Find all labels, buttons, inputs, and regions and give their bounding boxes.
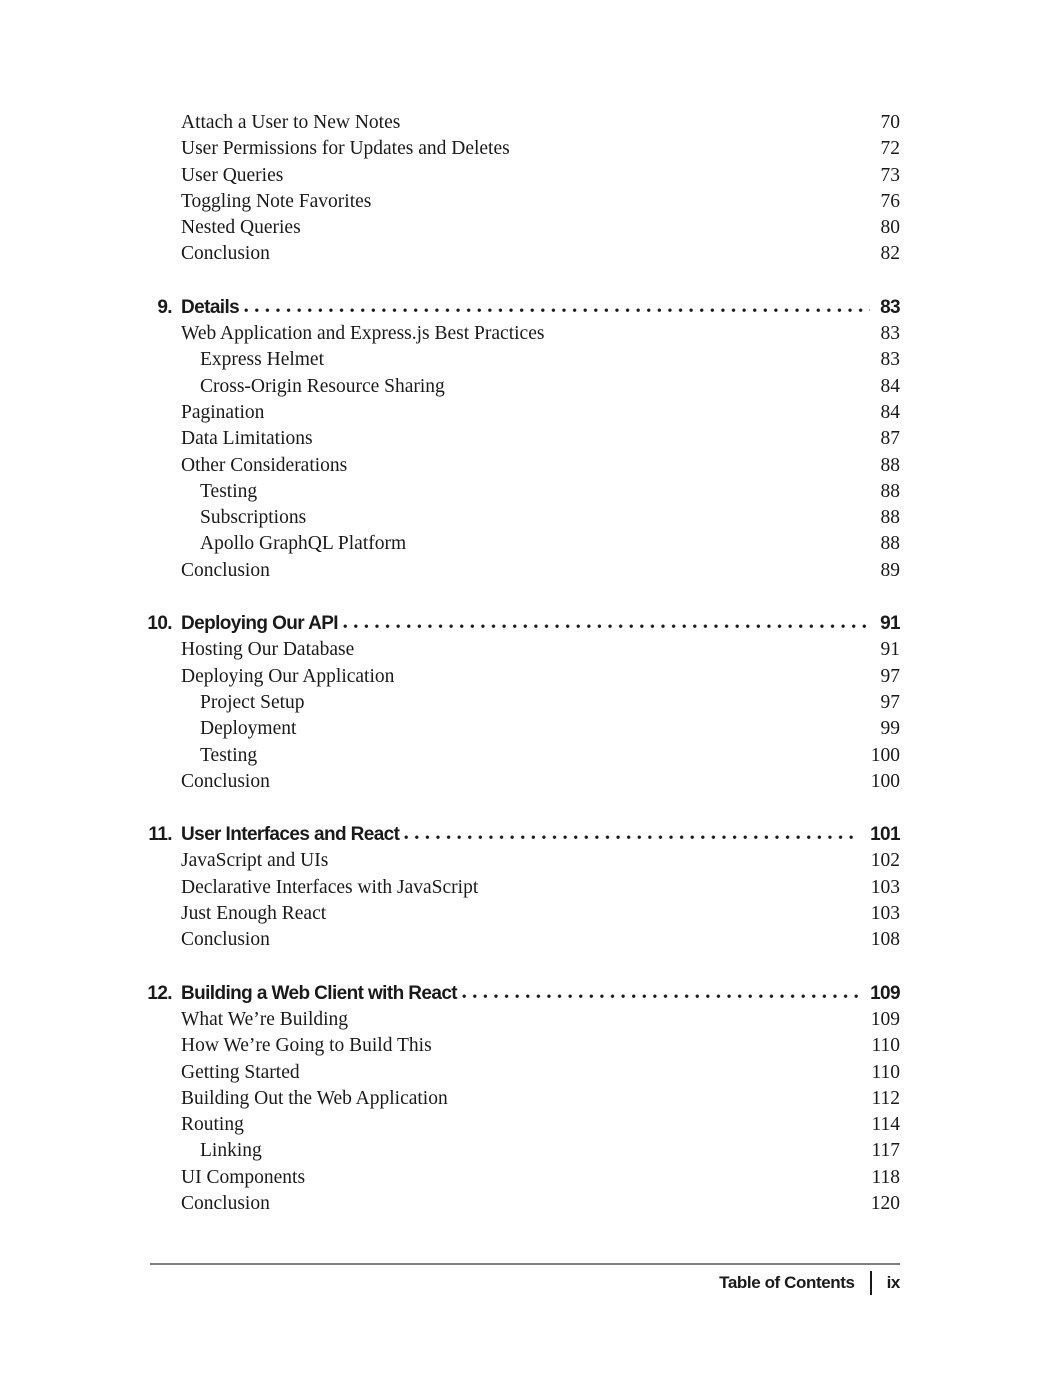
entry-page-number: 88: [880, 507, 900, 529]
toc-entry: [143, 743, 900, 769]
chapter-number: 12.: [147, 982, 172, 1004]
entry-title: Testing: [200, 744, 258, 766]
toc-entry: [143, 1007, 900, 1033]
chapter-number: 11.: [148, 824, 172, 846]
entry-page-number: 100: [870, 744, 900, 766]
toc-entry: [143, 241, 900, 267]
entry-title: Web Application and Express.js Best Practices: [181, 323, 545, 345]
toc-entry: [143, 347, 900, 373]
entry-title: Subscriptions: [200, 507, 307, 529]
entry-page-number: 99: [880, 718, 900, 740]
toc-chapter-heading: [143, 295, 900, 321]
dot-leader: [401, 839, 870, 840]
entry-page-number: 103: [870, 876, 900, 898]
chapter-title: Deploying Our API: [181, 613, 338, 635]
toc-entry: [143, 1086, 900, 1112]
entry-page-number: 88: [880, 480, 900, 502]
entry-title: Project Setup: [200, 691, 305, 713]
toc-entry: [143, 479, 900, 505]
entry-title: Deploying Our Application: [181, 665, 395, 687]
toc-entry: [143, 426, 900, 452]
entry-title: Conclusion: [181, 770, 270, 792]
entry-title: Just Enough React: [181, 903, 327, 925]
chapter-number: 10.: [147, 613, 172, 635]
chapter-title: Building a Web Client with React: [181, 982, 458, 1004]
entry-title: Building Out the Web Application: [181, 1087, 448, 1109]
toc-entry: [143, 374, 900, 400]
toc-entry: [143, 1138, 900, 1164]
chapter-page-number: 109: [870, 982, 900, 1004]
toc-entry: [143, 1112, 900, 1138]
entry-title: Toggling Note Favorites: [181, 190, 372, 212]
entry-page-number: 70: [880, 112, 900, 133]
entry-title: Conclusion: [181, 929, 270, 951]
entry-page-number: 80: [880, 217, 900, 239]
entry-page-number: 100: [870, 770, 900, 792]
chapter-page-number: 91: [880, 613, 900, 635]
entry-page-number: 84: [880, 401, 900, 423]
entry-page-number: 91: [880, 639, 900, 661]
entry-title: Hosting Our Database: [181, 639, 355, 661]
toc-entry: [143, 215, 900, 241]
entry-page-number: 118: [871, 1166, 900, 1188]
toc-entry: [143, 163, 900, 189]
footer-page-number: ix: [886, 1273, 900, 1292]
footer-separator: [870, 1271, 872, 1295]
entry-title: Getting Started: [181, 1061, 300, 1083]
toc-entry: [143, 531, 900, 557]
entry-page-number: 117: [871, 1140, 900, 1162]
entry-page-number: 84: [880, 375, 900, 397]
toc-entry: [143, 927, 900, 953]
dot-leader: [459, 998, 870, 999]
entry-page-number: 102: [870, 850, 900, 872]
entry-page-number: 88: [880, 454, 900, 476]
entry-page-number: 73: [880, 164, 900, 186]
entry-title: Nested Queries: [181, 217, 301, 239]
page-footer: [719, 1271, 900, 1295]
footer-rule: [150, 1263, 900, 1265]
dot-leader: [340, 628, 880, 629]
entry-page-number: 82: [880, 243, 900, 265]
entry-title: Declarative Interfaces with JavaScript: [181, 876, 479, 898]
entry-title: JavaScript and UIs: [181, 850, 329, 872]
entry-title: Attach a User to New Notes: [181, 112, 401, 133]
toc-entry: [143, 690, 900, 716]
entry-page-number: 72: [880, 138, 900, 160]
toc-entry: [143, 505, 900, 531]
toc-entry: [143, 716, 900, 742]
toc-entry: [143, 848, 900, 874]
toc-entry: [143, 637, 900, 663]
entry-page-number: 103: [870, 903, 900, 925]
entry-page-number: 76: [880, 190, 900, 212]
toc-entry: [143, 875, 900, 901]
toc-entry: [143, 136, 900, 162]
entry-page-number: 83: [880, 323, 900, 345]
entry-title: Routing: [181, 1114, 244, 1136]
toc-chapter-heading: [143, 981, 900, 1007]
entry-title: Other Considerations: [181, 454, 348, 476]
entry-page-number: 110: [871, 1035, 900, 1057]
footer-section-label: Table of Contents: [719, 1273, 855, 1292]
dot-leader: [241, 312, 880, 313]
toc-entry: [143, 321, 900, 347]
entry-page-number: 112: [871, 1087, 900, 1109]
entry-title: Data Limitations: [181, 428, 313, 450]
chapter-page-number: 83: [880, 296, 900, 318]
entry-title: Conclusion: [181, 1192, 270, 1214]
toc-entry: [143, 189, 900, 215]
toc-entry: [143, 901, 900, 927]
entry-page-number: 89: [880, 559, 900, 581]
entry-page-number: 120: [870, 1192, 900, 1214]
chapter-title: User Interfaces and React: [181, 824, 400, 846]
entry-title: Conclusion: [181, 243, 270, 265]
entry-title: Deployment: [200, 718, 297, 740]
entry-title: How We’re Going to Build This: [181, 1035, 432, 1057]
entry-page-number: 114: [871, 1114, 900, 1136]
chapter-title: Details: [181, 296, 240, 318]
toc-entry: [143, 664, 900, 690]
entry-page-number: 108: [870, 929, 900, 951]
entry-title: Conclusion: [181, 559, 270, 581]
entry-title: UI Components: [181, 1166, 306, 1188]
entry-page-number: 109: [870, 1008, 900, 1030]
entry-page-number: 97: [880, 691, 900, 713]
entry-title: Pagination: [181, 401, 265, 423]
toc-entry: [143, 1165, 900, 1191]
entry-title: User Queries: [181, 164, 284, 186]
entry-title: Cross-Origin Resource Sharing: [200, 375, 445, 397]
toc-entry: [143, 558, 900, 584]
toc-entry: [143, 1060, 900, 1086]
entry-title: User Permissions for Updates and Deletes: [181, 138, 510, 160]
chapter-number: 9.: [157, 296, 172, 318]
toc-entry: [143, 1191, 900, 1217]
entry-page-number: 110: [871, 1061, 900, 1083]
chapter-page-number: 101: [870, 824, 900, 846]
entry-title: Testing: [200, 480, 258, 502]
toc-entry: [143, 1033, 900, 1059]
entry-page-number: 97: [880, 665, 900, 687]
entry-page-number: 87: [880, 428, 900, 450]
entry-page-number: 83: [880, 349, 900, 371]
toc-entry: [143, 769, 900, 795]
toc-chapter-heading: [143, 611, 900, 637]
toc-entry: [143, 400, 900, 426]
entry-page-number: 88: [880, 533, 900, 555]
entry-title: Express Helmet: [200, 349, 325, 371]
toc-chapter-heading: [143, 822, 900, 848]
toc-entry: [143, 453, 900, 479]
toc-entry: [143, 110, 900, 136]
toc-list: [143, 110, 900, 1217]
entry-title: Linking: [200, 1140, 262, 1162]
entry-title: Apollo GraphQL Platform: [200, 533, 407, 555]
entry-title: What We’re Building: [181, 1008, 349, 1030]
